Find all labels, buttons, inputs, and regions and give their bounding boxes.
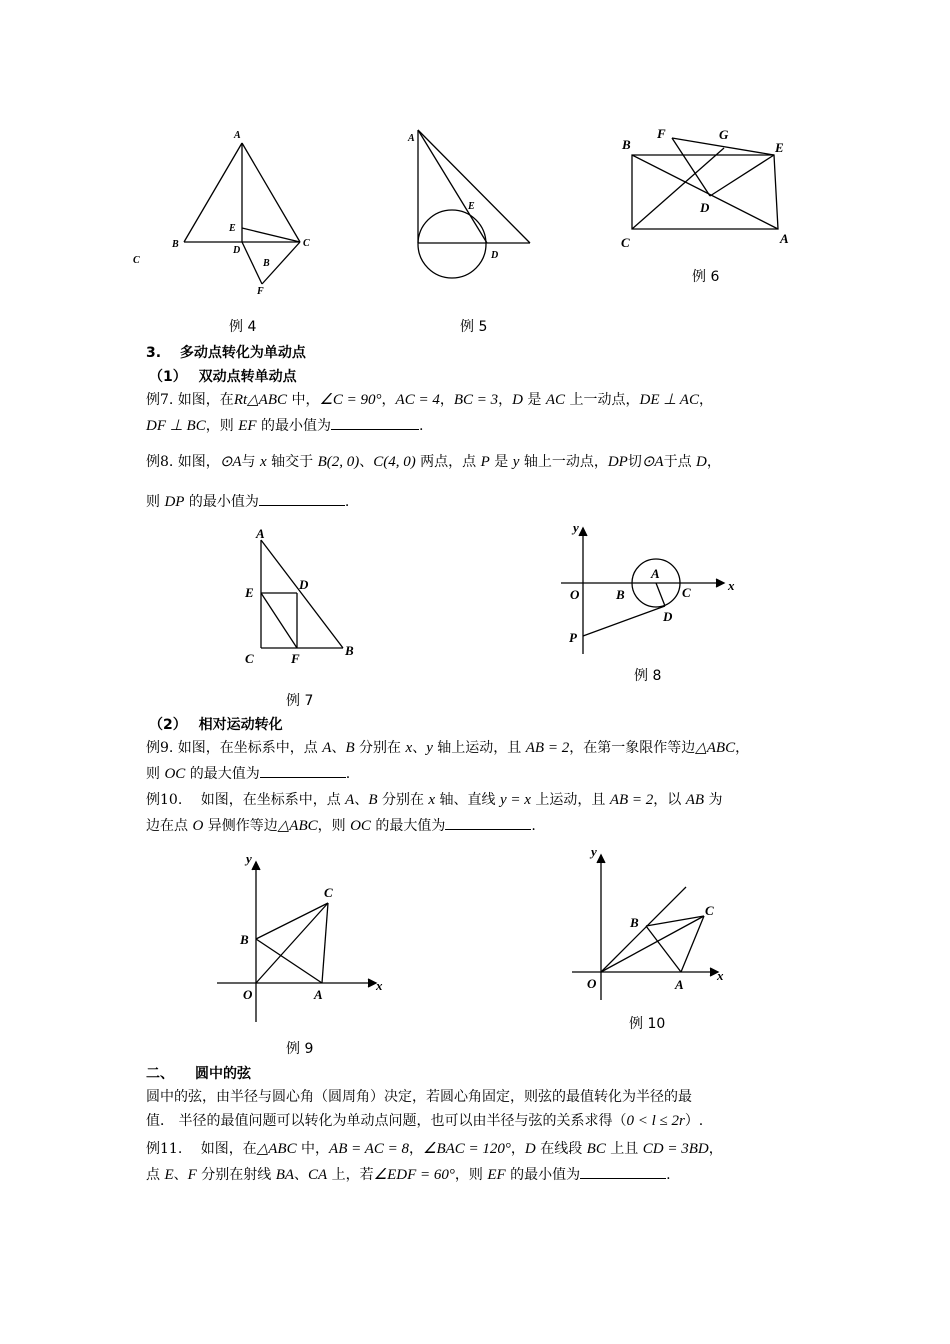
example-7-line-2: DF ⊥ BC，则 EF 的最小值为 . — [146, 415, 423, 436]
label-E: E — [245, 585, 254, 600]
label-D: D — [663, 609, 673, 624]
section-3-heading: 3. 多动点转化为单动点 — [146, 345, 306, 361]
label-E: E — [229, 223, 236, 234]
label-x: x — [717, 968, 724, 983]
example-10-line-2: 边在点 O 异侧作等边△ABC，则 OC 的最大值为 . — [146, 815, 536, 836]
label-C-stray: C — [133, 255, 140, 266]
label-B2: B — [263, 258, 270, 269]
label-F: F — [657, 126, 666, 141]
label-B: B — [172, 239, 179, 250]
example-11-line-2: 点 E、F 分别在射线 BA、CA 上，若∠EDF = 60°，则 EF 的最小值为 . — [146, 1164, 671, 1185]
example-11-line-1: 例11. 如图，在△ABC 中，AB = AC = 8，∠BAC = 120°，D 在线段 BC 上且 CD = 3BD， — [146, 1141, 723, 1157]
label-O: O — [570, 587, 580, 602]
caption-example-5: 例 5 — [460, 319, 488, 335]
label-G: G — [719, 127, 729, 142]
label-C: C — [245, 651, 254, 666]
caption-example-10: 例 10 — [629, 1016, 666, 1032]
label-A: A — [780, 231, 789, 246]
label-A: A — [256, 526, 265, 541]
label-E: E — [775, 140, 784, 155]
label-B: B — [616, 587, 625, 602]
label-O: O — [587, 976, 597, 991]
example-9-line-1: 例9. 如图，在坐标系中，点 A、B 分别在 x、y 轴上运动，且 AB = 2，在第一象限作等边△ABC， — [146, 740, 750, 756]
label-C: C — [705, 903, 714, 918]
label-B: B — [345, 643, 354, 658]
example-8-line-1: 例8. 如图，⊙A与 x 轴交于 B(2, 0)、C(4, 0) 两点，点 P 是 y 轴上一动点，DP切⊙A于点 D， — [146, 454, 721, 470]
subsection-2-heading: （2） 相对运动转化 — [149, 717, 283, 733]
label-x: x — [728, 578, 735, 593]
caption-example-9: 例 9 — [286, 1041, 314, 1057]
label-E: E — [468, 201, 475, 212]
caption-example-7: 例 7 — [286, 693, 314, 709]
example-9-line-2: 则 OC 的最大值为 . — [146, 763, 350, 784]
caption-example-4: 例 4 — [229, 319, 257, 335]
label-A: A — [675, 977, 684, 992]
answer-blank[interactable] — [580, 1164, 666, 1179]
label-y: y — [246, 851, 252, 866]
label-B: B — [240, 932, 249, 947]
label-D: D — [299, 577, 309, 592]
label-C: C — [324, 885, 333, 900]
label-D: D — [700, 200, 710, 215]
label-y: y — [591, 844, 597, 859]
label-A: A — [234, 130, 241, 141]
label-D: D — [491, 250, 499, 261]
label-y: y — [573, 520, 579, 535]
label-C: C — [621, 235, 630, 250]
example-10-line-1: 例10. 如图，在坐标系中，点 A、B 分别在 x 轴、直线 y = x 上运动，且 AB = 2，以 AB 为 — [146, 792, 723, 808]
label-C: C — [682, 585, 691, 600]
label-F: F — [291, 651, 300, 666]
subsection-1-heading: （1） 双动点转单动点 — [149, 369, 297, 385]
example-8-line-2: 则 DP 的最小值为 . — [146, 491, 349, 512]
label-C: C — [303, 238, 310, 249]
section-2-paragraph-line-2: 值． 半径的最值问题可以转化为单动点问题，也可以由半径与弦的关系求得（0 < l ≤ 2r）. — [146, 1113, 704, 1129]
caption-example-8: 例 8 — [634, 668, 662, 684]
section-2-paragraph-line-1: 圆中的弦，由半径与圆心角（圆周角）决定，若圆心角固定，则弦的最值转化为半径的最 — [146, 1089, 692, 1105]
example-7-line-1: 例7. 如图，在Rt△ABC 中，∠C = 90°，AC = 4，BC = 3，D 是 AC 上一动点，DE ⊥ AC， — [146, 392, 713, 408]
caption-example-6: 例 6 — [692, 269, 720, 285]
label-F: F — [257, 286, 264, 297]
label-O: O — [243, 987, 253, 1002]
section-2-heading: 二、 圆中的弦 — [146, 1066, 251, 1082]
label-x: x — [376, 978, 383, 993]
label-P: P — [569, 630, 577, 645]
label-D: D — [233, 245, 241, 256]
label-B: B — [622, 137, 631, 152]
label-A: A — [408, 133, 415, 144]
label-A: A — [651, 566, 660, 581]
label-A: A — [314, 987, 323, 1002]
label-B: B — [630, 915, 639, 930]
